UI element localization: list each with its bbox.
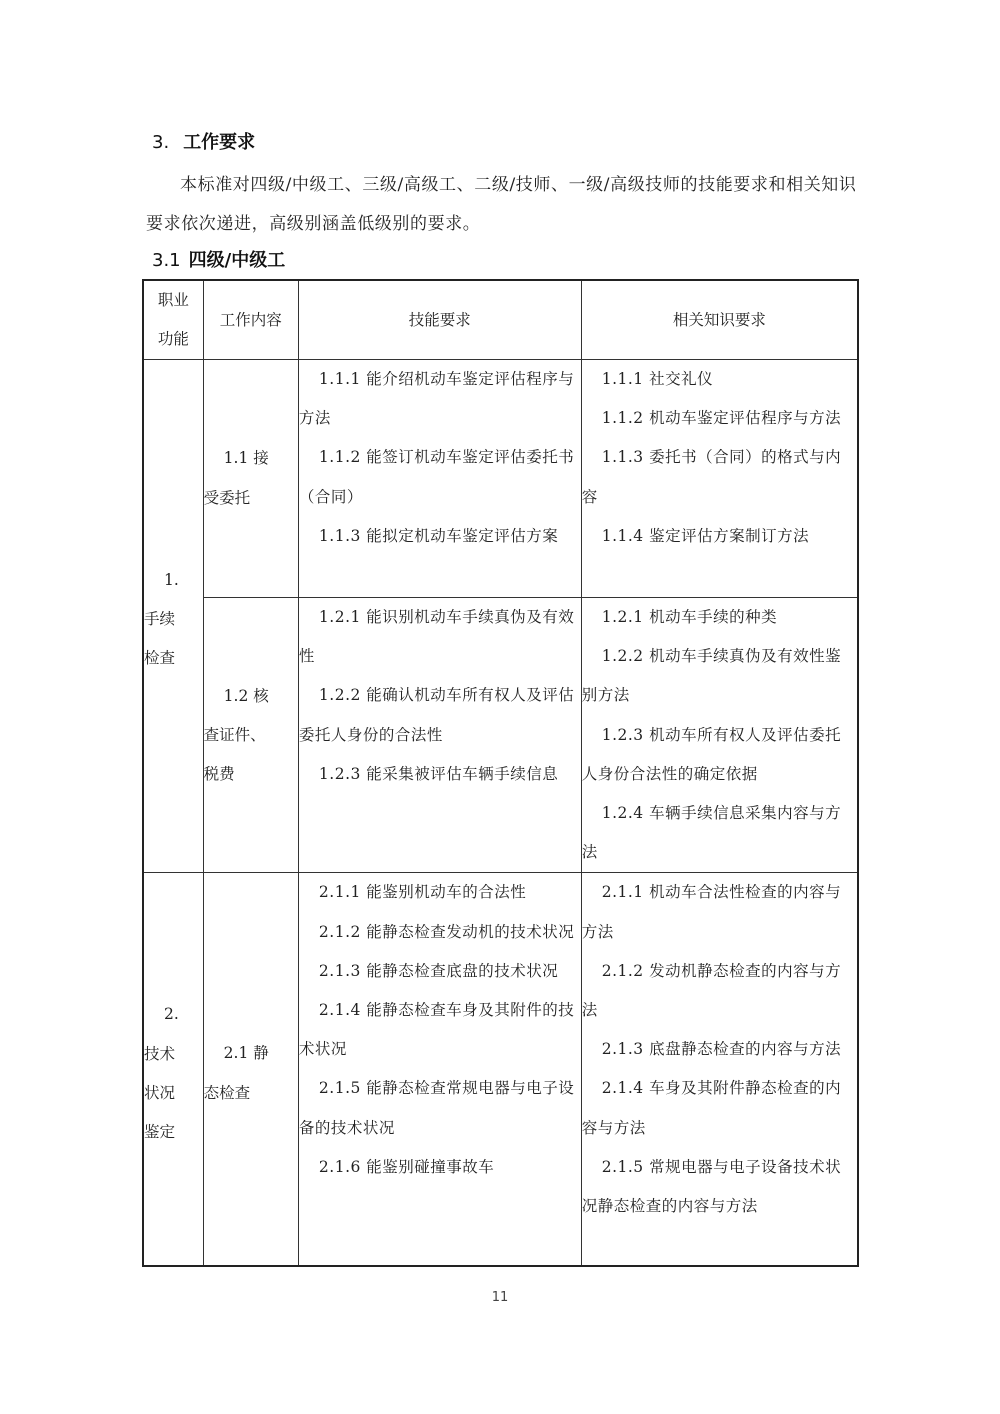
knowledge-item: 1.1.4 鉴定评估方案制订方法 xyxy=(601,526,810,545)
knowledge-item: 1.2.2 机动车手续真伪及有效性鉴别方法 xyxy=(581,647,842,705)
work-title-line3: 税费 xyxy=(203,765,235,784)
function-name-line1: 手续 xyxy=(144,610,176,629)
skill-item: 1.1.3 能拟定机动车鉴定评估方案 xyxy=(318,526,559,545)
work-title-line1: 1.1 接 xyxy=(223,449,269,468)
function-number: 1. xyxy=(164,571,179,589)
skill-item: 1.2.1 能识别机动车手续真伪及有效性 xyxy=(298,608,575,666)
work-title-line2: 态检查 xyxy=(203,1083,251,1102)
skill-item: 2.1.2 能静态检查发动机的技术状况 xyxy=(318,922,575,941)
knowledge-item: 1.1.3 委托书（合同）的格式与内容 xyxy=(581,448,842,506)
skill-item: 1.1.2 能签订机动车鉴定评估委托书（合同） xyxy=(298,448,575,506)
knowledge-item: 1.1.2 机动车鉴定评估程序与方法 xyxy=(601,409,842,428)
header-function-line1: 职业 xyxy=(157,291,189,309)
knowledge-item: 1.2.3 机动车所有权人及评估委托人身份合法性的确定依据 xyxy=(581,725,842,783)
knowledge-item: 2.1.5 常规电器与电子设备技术状况静态检查的内容与方法 xyxy=(581,1157,842,1216)
skills-cell xyxy=(298,598,581,873)
knowledge-item: 1.2.1 机动车手续的种类 xyxy=(601,608,778,626)
table-row xyxy=(143,873,858,1266)
intro-paragraph: 本标准对四级/中级工、三级/高级工、二级/技师、一级/高级技师的技能要求和相关知识要求依次递进，高级别涵盖低级别的要求。 xyxy=(146,175,857,234)
knowledge-item: 1.1.1 社交礼仪 xyxy=(601,370,714,388)
skill-item: 2.1.1 能鉴别机动车的合法性 xyxy=(318,883,527,902)
section-heading xyxy=(152,128,255,154)
function-name-line2: 状况 xyxy=(144,1083,176,1102)
skill-item: 2.1.4 能静态检查车身及其附件的技术状况 xyxy=(298,1001,575,1059)
work-cell xyxy=(203,598,298,873)
work-cell xyxy=(203,873,298,1266)
page-number: 11 xyxy=(491,1290,509,1305)
function-number: 2. xyxy=(164,1005,179,1024)
knowledge-cell xyxy=(581,598,858,873)
header-knowledge: 相关知识要求 xyxy=(581,280,858,360)
subsection-heading xyxy=(152,246,285,272)
knowledge-item: 2.1.3 底盘静态检查的内容与方法 xyxy=(601,1040,842,1059)
skill-item: 2.1.6 能鉴别碰撞事故车 xyxy=(318,1157,495,1176)
skill-item: 2.1.5 能静态检查常规电器与电子设备的技术状况 xyxy=(298,1079,575,1137)
function-name-line2: 检查 xyxy=(144,649,176,668)
skill-item: 2.1.3 能静态检查底盘的技术状况 xyxy=(318,961,559,980)
work-title-line1: 2.1 静 xyxy=(223,1044,269,1063)
subsection-title: 四级/中级工 xyxy=(188,250,286,271)
section-title: 工作要求 xyxy=(183,132,256,153)
skill-item: 1.2.2 能确认机动车所有权人及评估委托人身份的合法性 xyxy=(298,686,575,744)
knowledge-item: 2.1.1 机动车合法性检查的内容与方法 xyxy=(581,883,842,941)
skills-cell xyxy=(298,873,581,1266)
knowledge-item: 2.1.4 车身及其附件静态检查的内容与方法 xyxy=(581,1079,842,1137)
header-skills: 技能要求 xyxy=(298,280,581,360)
work-title-line1: 1.2 核 xyxy=(223,687,269,705)
work-title-line2: 查证件、 xyxy=(203,726,266,745)
table-row xyxy=(143,360,858,598)
skills-cell xyxy=(298,360,581,598)
header-work: 工作内容 xyxy=(203,280,298,360)
subsection-number: 3.1 xyxy=(152,250,181,271)
work-title-line2: 受委托 xyxy=(203,488,251,507)
requirements-table xyxy=(142,279,859,1267)
header-function-line2: 功能 xyxy=(157,330,189,348)
skill-item: 1.1.1 能介绍机动车鉴定评估程序与方法 xyxy=(298,370,575,428)
work-cell xyxy=(203,360,298,598)
knowledge-cell xyxy=(581,873,858,1266)
function-name-line3: 鉴定 xyxy=(144,1123,176,1142)
function-cell xyxy=(143,873,203,1266)
header-function xyxy=(143,280,203,360)
table-header-row xyxy=(143,280,858,360)
table-row xyxy=(143,598,858,873)
skill-item: 1.2.3 能采集被评估车辆手续信息 xyxy=(318,764,559,783)
function-name-line1: 技术 xyxy=(144,1044,176,1063)
knowledge-cell xyxy=(581,360,858,598)
knowledge-item: 2.1.2 发动机静态检查的内容与方法 xyxy=(581,961,842,1020)
knowledge-item: 1.2.4 车辆手续信息采集内容与方法 xyxy=(581,804,842,862)
section-number: 3. xyxy=(152,132,170,153)
function-cell xyxy=(143,360,203,873)
